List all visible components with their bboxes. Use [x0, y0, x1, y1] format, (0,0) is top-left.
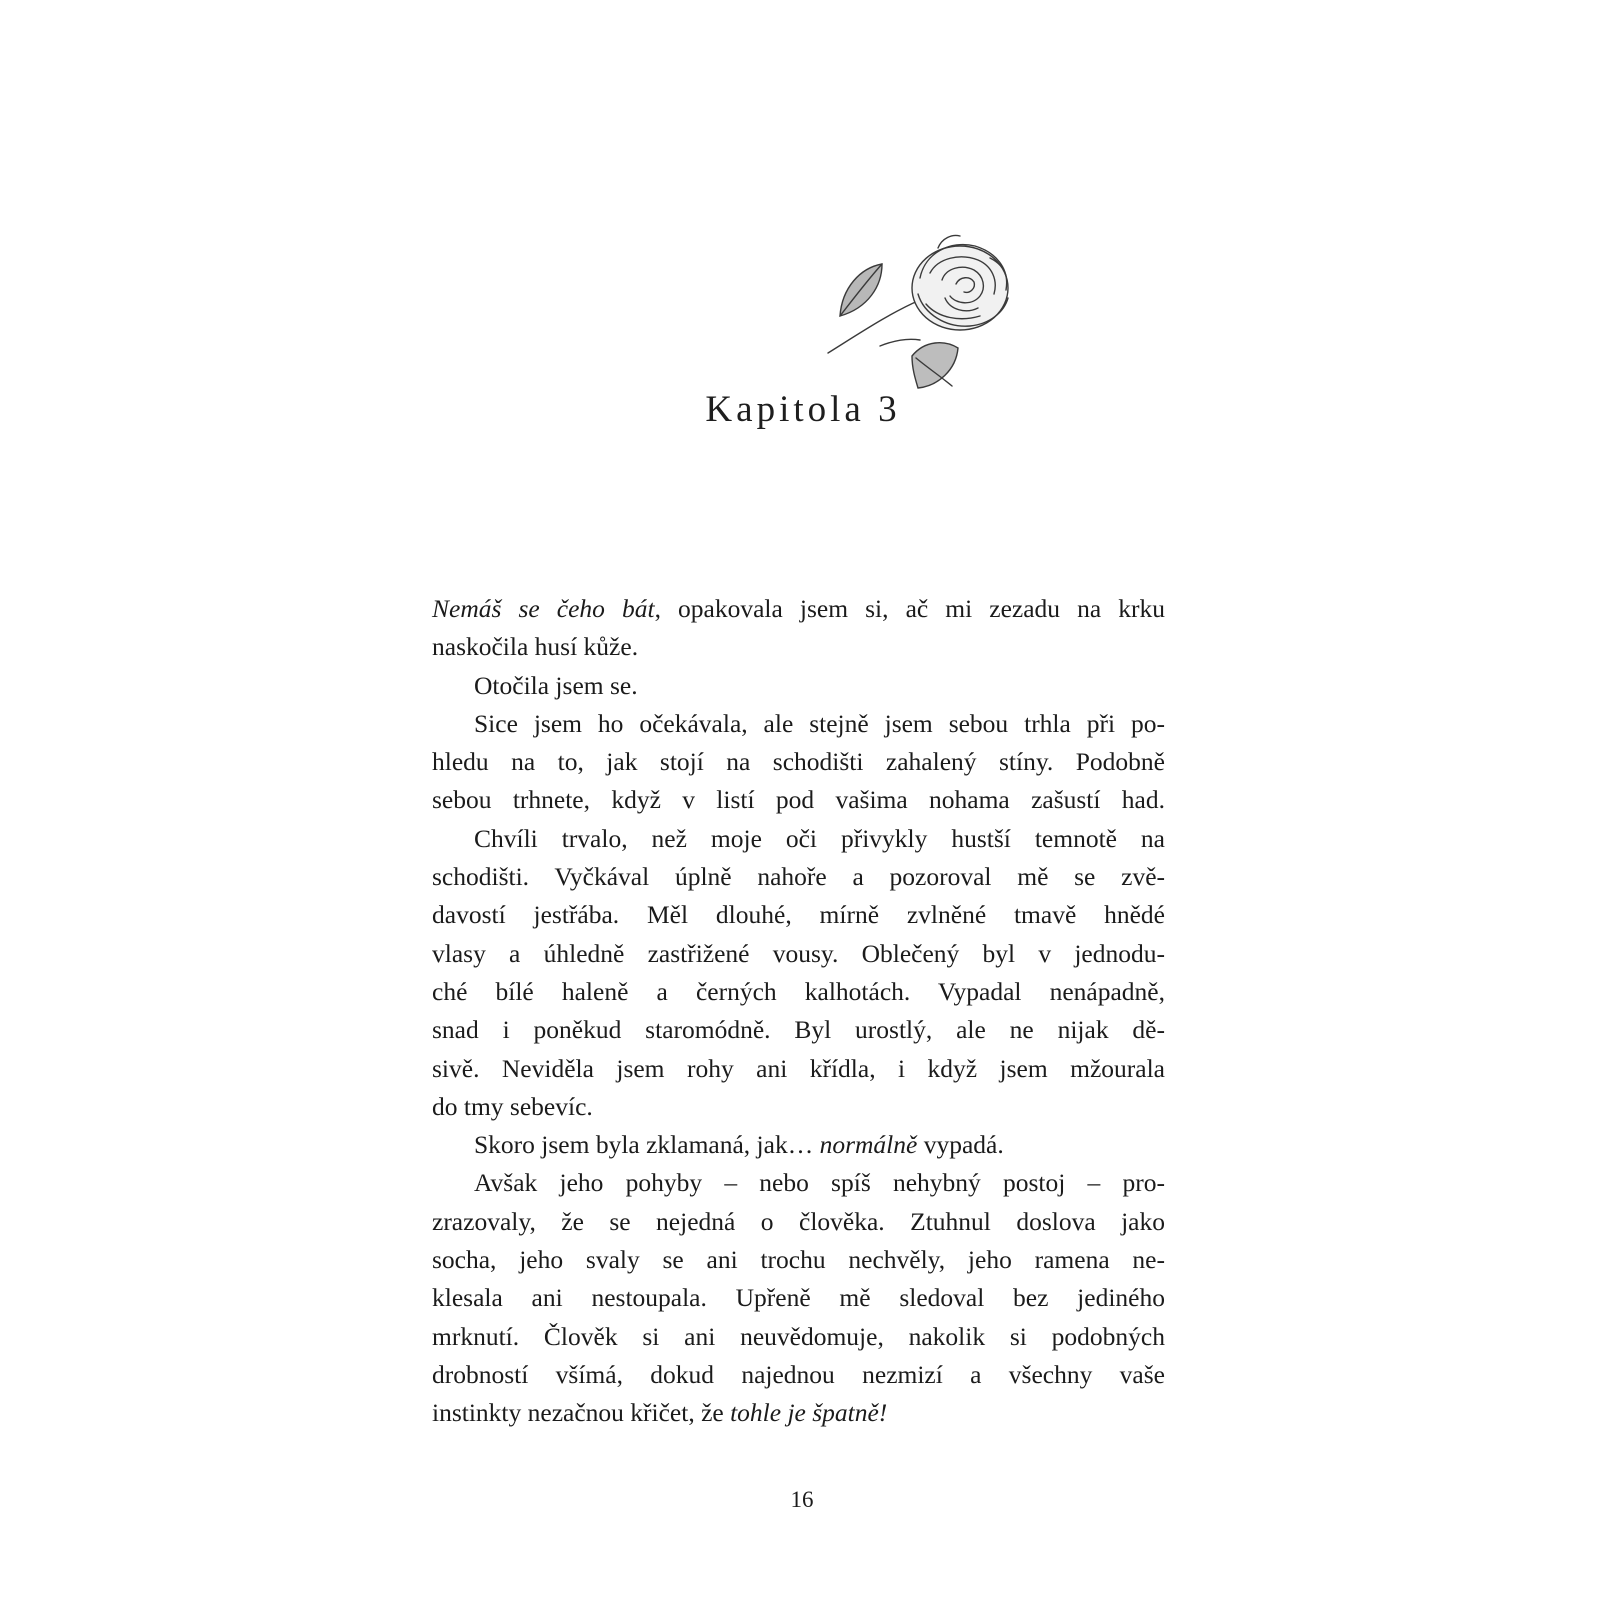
text-line: [432, 1394, 1165, 1432]
text-line: [432, 1011, 1165, 1049]
text-segment: mrknutí. Člověk si ani neuvědomuje, nakolik si podobných: [432, 1321, 1165, 1351]
text-line: [432, 820, 1165, 858]
text-segment: zrazovaly, že se nejedná o člověka. Ztuhnul doslova jako: [432, 1206, 1165, 1236]
text-line: [432, 705, 1165, 743]
emphasis-text: Nemáš se čeho bát: [432, 594, 655, 623]
text-segment: Sice jsem ho očekávala, ale stejně jsem sebou trhla při po-: [474, 708, 1165, 738]
text-segment: do tmy sebevíc.: [432, 1091, 593, 1121]
text-line: [432, 1088, 1165, 1126]
text-segment: Avšak jeho pohyby – nebo spíš nehybný postoj – pro-: [474, 1168, 1165, 1198]
text-segment: drobností všímá, dokud najednou nezmizí a všechny vaše: [432, 1359, 1165, 1389]
text-segment: snad i poněkud staromódně. Byl urostlý, ale ne nijak dě-: [432, 1015, 1165, 1045]
text-segment: socha, jeho svaly se ani trochu nechvěly, jeho ramena ne-: [432, 1245, 1165, 1275]
emphasis-text: tohle je špatně!: [730, 1398, 888, 1428]
text-line: [432, 896, 1165, 934]
text-line: [432, 1241, 1165, 1279]
text-segment: , opakovala jsem si, ač mi zezadu na krku: [654, 594, 1165, 623]
text-line: [432, 1126, 1165, 1164]
emphasis-text: normálně: [819, 1130, 918, 1160]
rose-icon: [820, 228, 1035, 403]
text-segment: Otočila jsem se.: [474, 670, 638, 700]
text-segment: instinkty nezačnou křičet, že: [432, 1398, 731, 1428]
text-line: [432, 590, 1165, 628]
text-line: [432, 743, 1165, 781]
text-segment: hledu na to, jak stojí na schodišti zahalený stíny. Podobně: [432, 747, 1165, 777]
text-segment: davostí jestřába. Měl dlouhé, mírně zvlněné tmavě hnědé: [432, 900, 1165, 930]
text-segment: sebou trhnete, když v listí pod vašima nohama zašustí had.: [432, 785, 1165, 815]
body-text: [432, 590, 1165, 1433]
text-line: [432, 628, 1165, 666]
text-line: [432, 858, 1165, 896]
text-line: [432, 935, 1165, 973]
text-segment: vypadá.: [917, 1130, 1004, 1160]
text-segment: klesala ani nestoupala. Upřeně mě sledoval bez jediného: [432, 1283, 1165, 1313]
text-line: [432, 667, 1165, 705]
text-line: [432, 1164, 1165, 1202]
text-line: [432, 1279, 1165, 1317]
text-segment: Skoro jsem byla zklamaná, jak…: [474, 1130, 820, 1160]
text-line: [432, 973, 1165, 1011]
text-segment: ché bílé haleně a černých kalhotách. Vypadal nenápadně,: [432, 976, 1165, 1006]
text-line: [432, 1356, 1165, 1394]
text-line: [432, 1318, 1165, 1356]
chapter-title: Kapitola 3: [705, 389, 901, 430]
text-segment: vlasy a úhledně zastřižené vousy. Oblečený byl v jednodu-: [432, 938, 1165, 968]
text-segment: sivě. Neviděla jsem rohy ani křídla, i když jsem mžourala: [432, 1053, 1165, 1083]
text-segment: naskočila husí kůže.: [432, 632, 639, 662]
text-segment: Chvíli trvalo, než moje oči přivykly hustší temnotě na: [474, 823, 1165, 853]
page-number: 16: [790, 1487, 814, 1512]
text-line: [432, 781, 1165, 819]
text-line: [432, 1050, 1165, 1088]
text-line: [432, 1203, 1165, 1241]
text-segment: schodišti. Vyčkával úplně nahoře a pozoroval mě se zvě-: [432, 862, 1165, 892]
